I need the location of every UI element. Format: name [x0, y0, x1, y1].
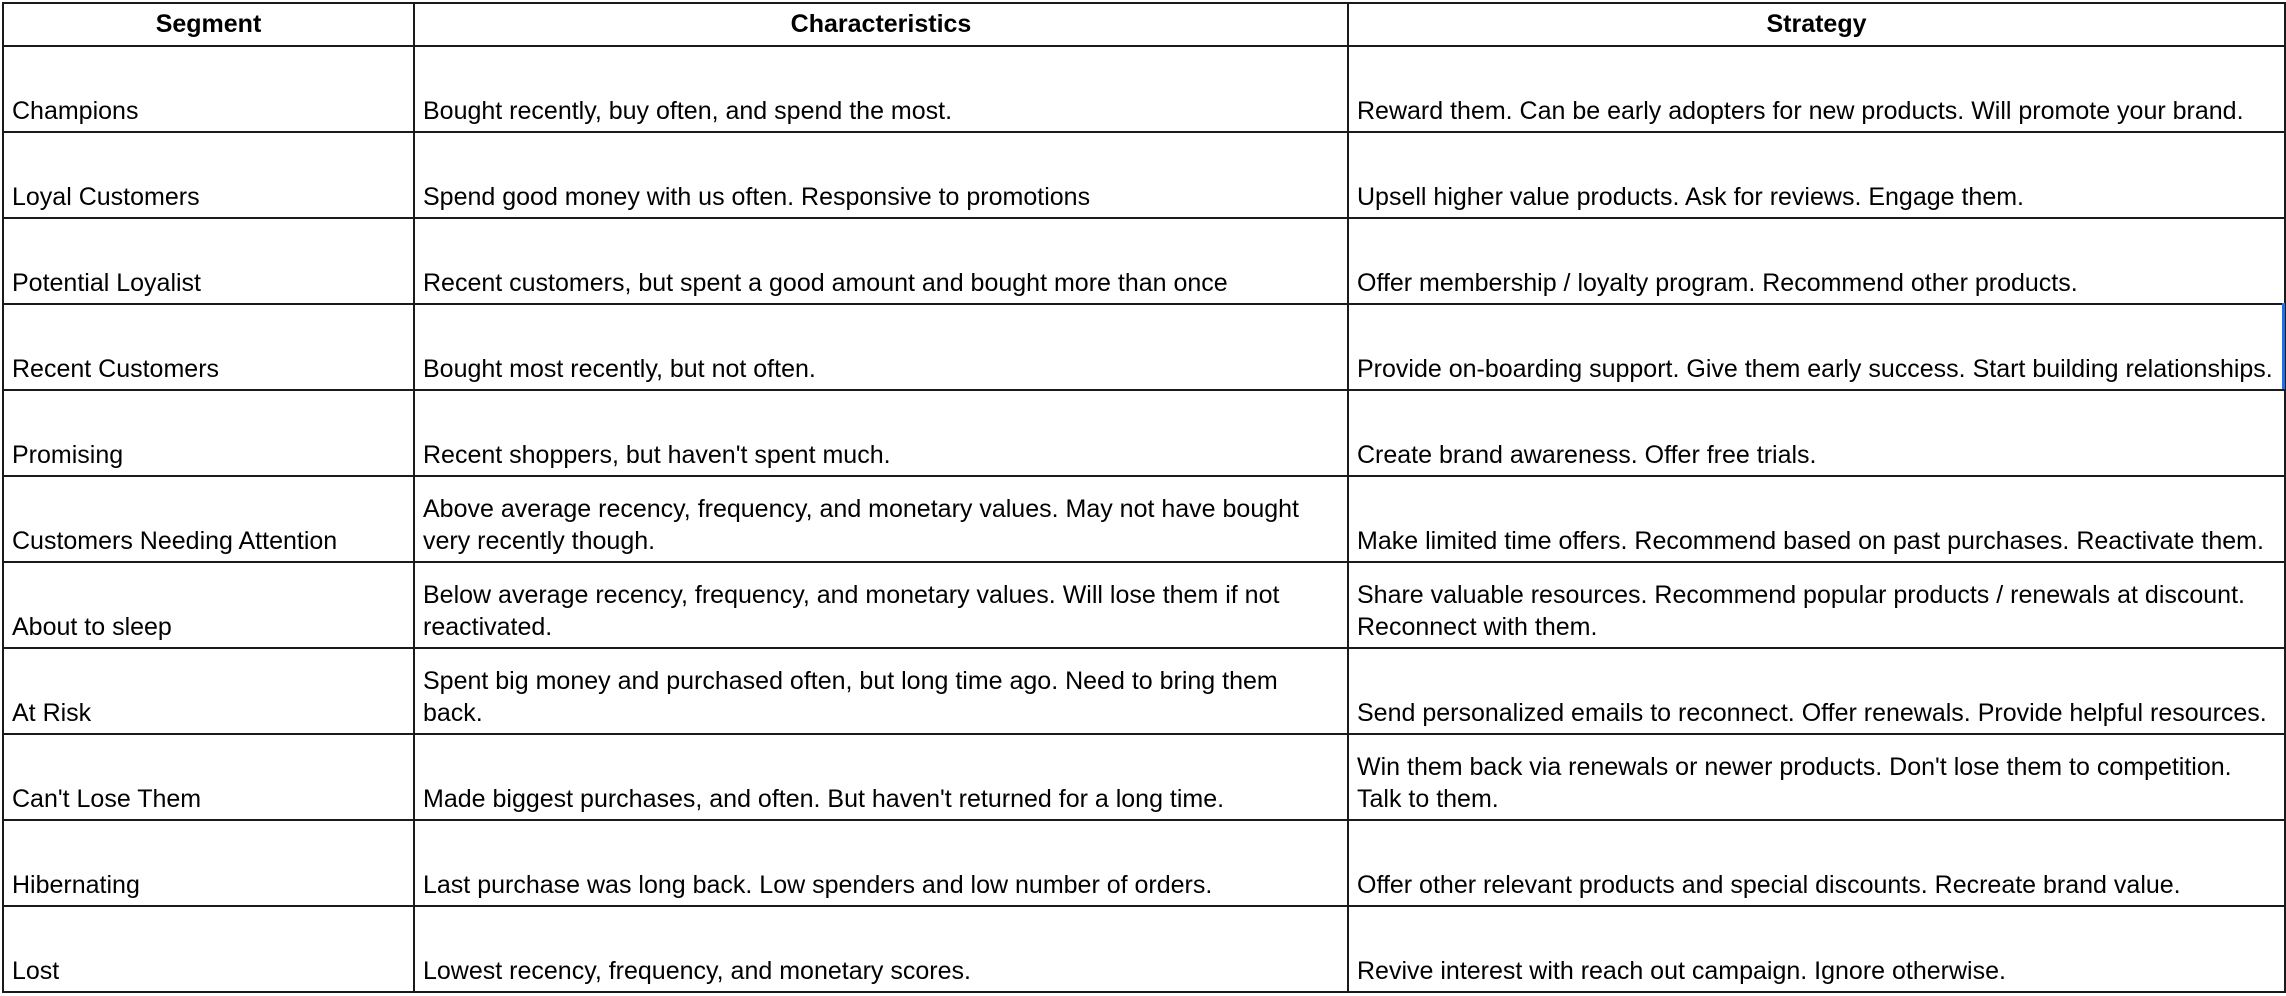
table-row [3, 304, 2285, 390]
strategy-cell[interactable]: Send personalized emails to reconnect. Offer renewals. Provide helpful resources. [1348, 648, 2285, 734]
header-cell-strategy[interactable]: Strategy [1348, 3, 2285, 46]
segment-strategy-table [2, 2, 2286, 993]
segment-cell[interactable]: Lost [3, 906, 414, 992]
characteristics-cell[interactable]: Bought recently, buy often, and spend the most. [414, 46, 1348, 132]
characteristics-cell[interactable]: Bought most recently, but not often. [414, 304, 1348, 390]
table-row [3, 132, 2285, 218]
characteristics-cell[interactable]: Recent shoppers, but haven't spent much. [414, 390, 1348, 476]
header-row [3, 3, 2285, 46]
header-cell-segment[interactable]: Segment [3, 3, 414, 46]
characteristics-cell[interactable]: Spend good money with us often. Responsive to promotions [414, 132, 1348, 218]
strategy-cell[interactable]: Create brand awareness. Offer free trials. [1348, 390, 2285, 476]
table-row [3, 562, 2285, 648]
segment-cell[interactable]: At Risk [3, 648, 414, 734]
strategy-cell[interactable]: Revive interest with reach out campaign. Ignore otherwise. [1348, 906, 2285, 992]
segment-cell[interactable]: Hibernating [3, 820, 414, 906]
strategy-cell[interactable]: Offer other relevant products and special discounts. Recreate brand value. [1348, 820, 2285, 906]
table-row [3, 648, 2285, 734]
segment-cell[interactable]: Promising [3, 390, 414, 476]
characteristics-cell[interactable]: Spent big money and purchased often, but long time ago. Need to bring them back. [414, 648, 1348, 734]
segment-cell[interactable]: Recent Customers [3, 304, 414, 390]
segment-cell[interactable]: Customers Needing Attention [3, 476, 414, 562]
characteristics-cell[interactable]: Below average recency, frequency, and monetary values. Will lose them if not reactivated. [414, 562, 1348, 648]
segment-cell[interactable]: Potential Loyalist [3, 218, 414, 304]
strategy-cell[interactable]: Make limited time offers. Recommend based on past purchases. Reactivate them. [1348, 476, 2285, 562]
table-row [3, 390, 2285, 476]
characteristics-cell[interactable]: Lowest recency, frequency, and monetary scores. [414, 906, 1348, 992]
segment-cell[interactable]: About to sleep [3, 562, 414, 648]
strategy-cell[interactable]: Share valuable resources. Recommend popular products / renewals at discount. Reconnect with them. [1348, 562, 2285, 648]
strategy-cell[interactable]: Offer membership / loyalty program. Recommend other products. [1348, 218, 2285, 304]
table-row [3, 476, 2285, 562]
strategy-cell-selected[interactable]: Provide on-boarding support. Give them early success. Start building relationships. [1348, 304, 2285, 390]
characteristics-cell[interactable]: Made biggest purchases, and often. But haven't returned for a long time. [414, 734, 1348, 820]
header-cell-characteristics[interactable]: Characteristics [414, 3, 1348, 46]
segment-cell[interactable]: Can't Lose Them [3, 734, 414, 820]
table-row [3, 46, 2285, 132]
strategy-cell[interactable]: Win them back via renewals or newer products. Don't lose them to competition. Talk to them. [1348, 734, 2285, 820]
table-row [3, 820, 2285, 906]
table-row [3, 906, 2285, 992]
strategy-cell[interactable]: Reward them. Can be early adopters for new products. Will promote your brand. [1348, 46, 2285, 132]
segment-cell[interactable]: Champions [3, 46, 414, 132]
strategy-cell[interactable]: Upsell higher value products. Ask for reviews. Engage them. [1348, 132, 2285, 218]
characteristics-cell[interactable]: Above average recency, frequency, and monetary values. May not have bought very recently though. [414, 476, 1348, 562]
table-row [3, 734, 2285, 820]
characteristics-cell[interactable]: Recent customers, but spent a good amount and bought more than once [414, 218, 1348, 304]
characteristics-cell[interactable]: Last purchase was long back. Low spenders and low number of orders. [414, 820, 1348, 906]
segment-cell[interactable]: Loyal Customers [3, 132, 414, 218]
selection-border [2282, 303, 2285, 389]
table-row [3, 218, 2285, 304]
